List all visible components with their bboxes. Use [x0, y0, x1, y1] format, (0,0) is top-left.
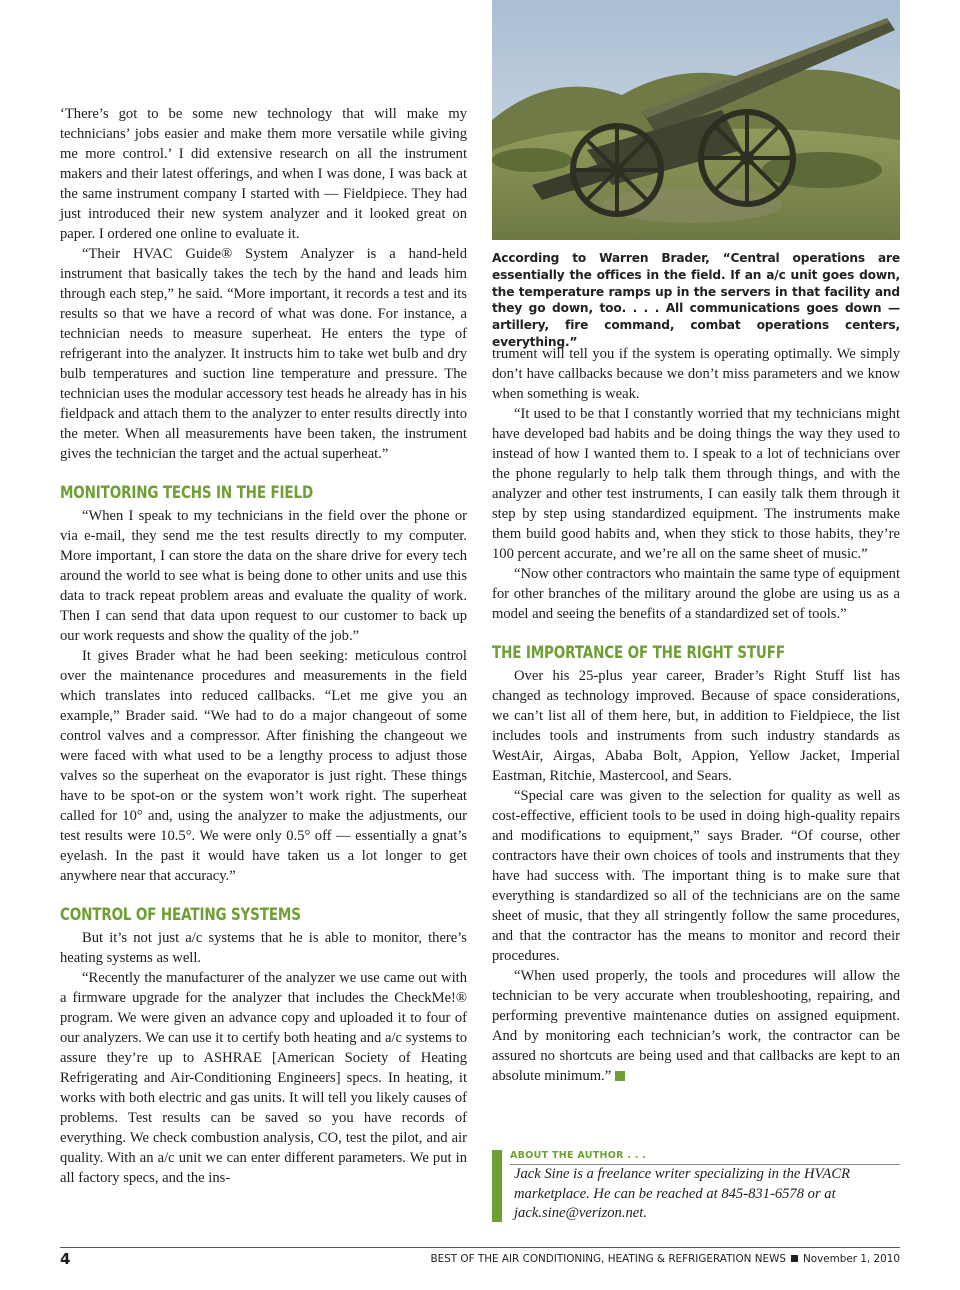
author-accent-bar — [492, 1150, 502, 1222]
right-column — [492, 344, 900, 1086]
end-mark-icon — [615, 1071, 625, 1081]
cannon-photo — [492, 0, 900, 240]
section-heading-right-stuff: THE IMPORTANCE OF THE RIGHT STUFF — [492, 643, 785, 662]
paragraph: “It used to be that I constantly worried that my technicians might have developed bad habits and be doing things the way they used to instead of how I wanted them to. I speak to a lot of technicians over the phone regularly to help talk them through things, and with the analyzer and other test instruments, I can easily talk them through it step by step using standardized equipment. The instruments make them build good habits and, when they stick to those habits, they’re 100 percent accurate, and we’re all on the same sheet of music.” — [492, 406, 900, 562]
paragraph: Over his 25-plus year career, Brader’s Right Stuff list has changed as technology improved. Because of space considerations, we can’t list all of them here, but, in addition to Fieldpiece, the list includes tools and instruments from such industry standards as WestAir, Airgas, Ababa Bolt, Appion, Yellow Jacket, Imperial Eastman, Ritchie, Mastercool, and Sears. — [492, 668, 900, 784]
paragraph: It gives Brader what he had been seeking: meticulous control over the maintenance procedures and measurements in the field which translates into reduced callbacks. “Let me give you an example,” Brader said. “We had to do a major changeout of some control valves and a compressor. After finishing the changeout we were faced with what used to be a lengthy process to adjust those valves so the superheat on the evaporator is just right. These things have to be spot-on or the system won’t work right. The superheat called for 10° and, using the analyzer to make the adjustments, our test results were 10.5°. We were only 0.5° off — essentially a gnat’s eyelash. In the past it would have taken us a lot longer to get anywhere near that accuracy.” — [60, 648, 467, 884]
author-box-title: ABOUT THE AUTHOR . . . — [510, 1150, 647, 1161]
paragraph: “When I speak to my technicians in the field over the phone or via e-mail, they send me the test results directly to my computer. More important, I can store the data on the share drive for every tech around the world to see what is being done to other units and use this data to track repeat problem areas and evaluate the quality of work. Then I can send that data upon request to our customer to back up our work requests and show the quality of the job.” — [60, 508, 467, 644]
photo-caption: According to Warren Brader, “Central operations are essentially the offices in the field. If an a/c unit goes down, the temperature ramps up in the servers in that facility and they go down, too. . . . All communications goes down — artillery, fire command, combat operations centers, everything.” — [492, 251, 900, 349]
paragraph: “Special care was given to the selection for quality as well as cost-effective, efficient tools to be used in doing high-quality repairs and modifications to equipment,” says Brader. “Of course, other contractors have their own choices of tools and instruments that they have had success with. The important thing is to make sure that everything is standardized so all of the technicians are on the same sheet of music, that they all stringently follow the same procedures, and that the contractor has the means to monitor and record their procedures. — [492, 788, 900, 964]
paragraph: “Their HVAC Guide® System Analyzer is a hand-held instrument that basically takes the tech by the hand and leads him through each step,” he said. “More important, it records a test and its results so that we have a record of what was done. For instance, a technician needs to measure superheat. He enters the type of refrigerant into the analyzer. It instructs him to take wet bulb and dry bulb temperatures and suction line temperature and pressure. The technician uses the modular accessory test heads he already has in his fieldpack and attach them to the analyzer to enter results directly into the meter. When all measurements have been taken, the instrument gives the technician the target and the actual superheat.” — [60, 246, 467, 462]
paragraph: ‘There’s got to be some new technology that will make my technicians’ jobs easier and make them more versatile while giving me more control.’ I did extensive research on all the instrument makers and their latest offerings, and when I was done, I was back at the same instrument company I started with — Fieldpiece. They had just introduced their new system analyzer and it looked great on paper. I ordered one online to evaluate it. — [60, 106, 467, 242]
footer-publication — [430, 1253, 900, 1265]
section-heading-heating: CONTROL OF HEATING SYSTEMS — [60, 905, 301, 924]
about-author-box — [492, 1150, 900, 1222]
page-number: 4 — [60, 1250, 71, 1268]
paragraph-final — [492, 966, 900, 1086]
publication-date: November 1, 2010 — [802, 1253, 900, 1265]
paragraph: But it’s not just a/c systems that he is able to monitor, there’s heating systems as well. — [60, 930, 467, 966]
publication-name: BEST OF THE AIR CONDITIONING, HEATING & REFRIGERATION NEWS — [430, 1253, 786, 1265]
footer-divider — [60, 1247, 900, 1248]
section-heading-monitoring: MONITORING TECHS IN THE FIELD — [60, 483, 314, 502]
square-bullet-icon — [791, 1255, 798, 1262]
paragraph: trument will tell you if the system is operating optimally. We simply don’t have callbacks because we don’t miss parameters and we know when something is weak. — [492, 346, 900, 402]
author-bio: Jack Sine is a freelance writer specializing in the HVACR marketplace. He can be reached at 845-831-6578 or at jack.sine@verizon.net. — [514, 1166, 850, 1221]
left-column — [60, 104, 467, 1188]
paragraph: “Recently the manufacturer of the analyzer we use came out with a firmware upgrade for the analyzer that includes the CheckMe!® program. We were given an advance copy and uploaded it to four of our analyzers. We can use it to certify both heating and a/c systems to assure they’re up to ASHRAE [American Society of Heating Refrigerating and Air-Conditioning Engineers] specs. In heating, it works with both electric and gas units. It will tell you likely causes of problems. Test results can be saved so you have records of everything. We check combustion analysis, CO, test the pilot, and air quality. With an a/c unit we can enter different parameters. We put in all factory specs, and the ins- — [60, 970, 467, 1186]
cannon-illustration — [492, 0, 900, 240]
paragraph: “Now other contractors who maintain the same type of equipment for other branches of the military around the globe are using us as a model and seeing the benefits of a standardized set of tools.” — [492, 566, 900, 622]
paragraph-text: “When used properly, the tools and procedures will allow the technician to be very accurate when troubleshooting, repairing, and performing preventive maintenance duties on assigned equipment. And by monitoring each technician’s work, the contractor can be assured no shortcuts are being used and that callbacks are kept to an absolute minimum.” — [492, 968, 900, 1084]
